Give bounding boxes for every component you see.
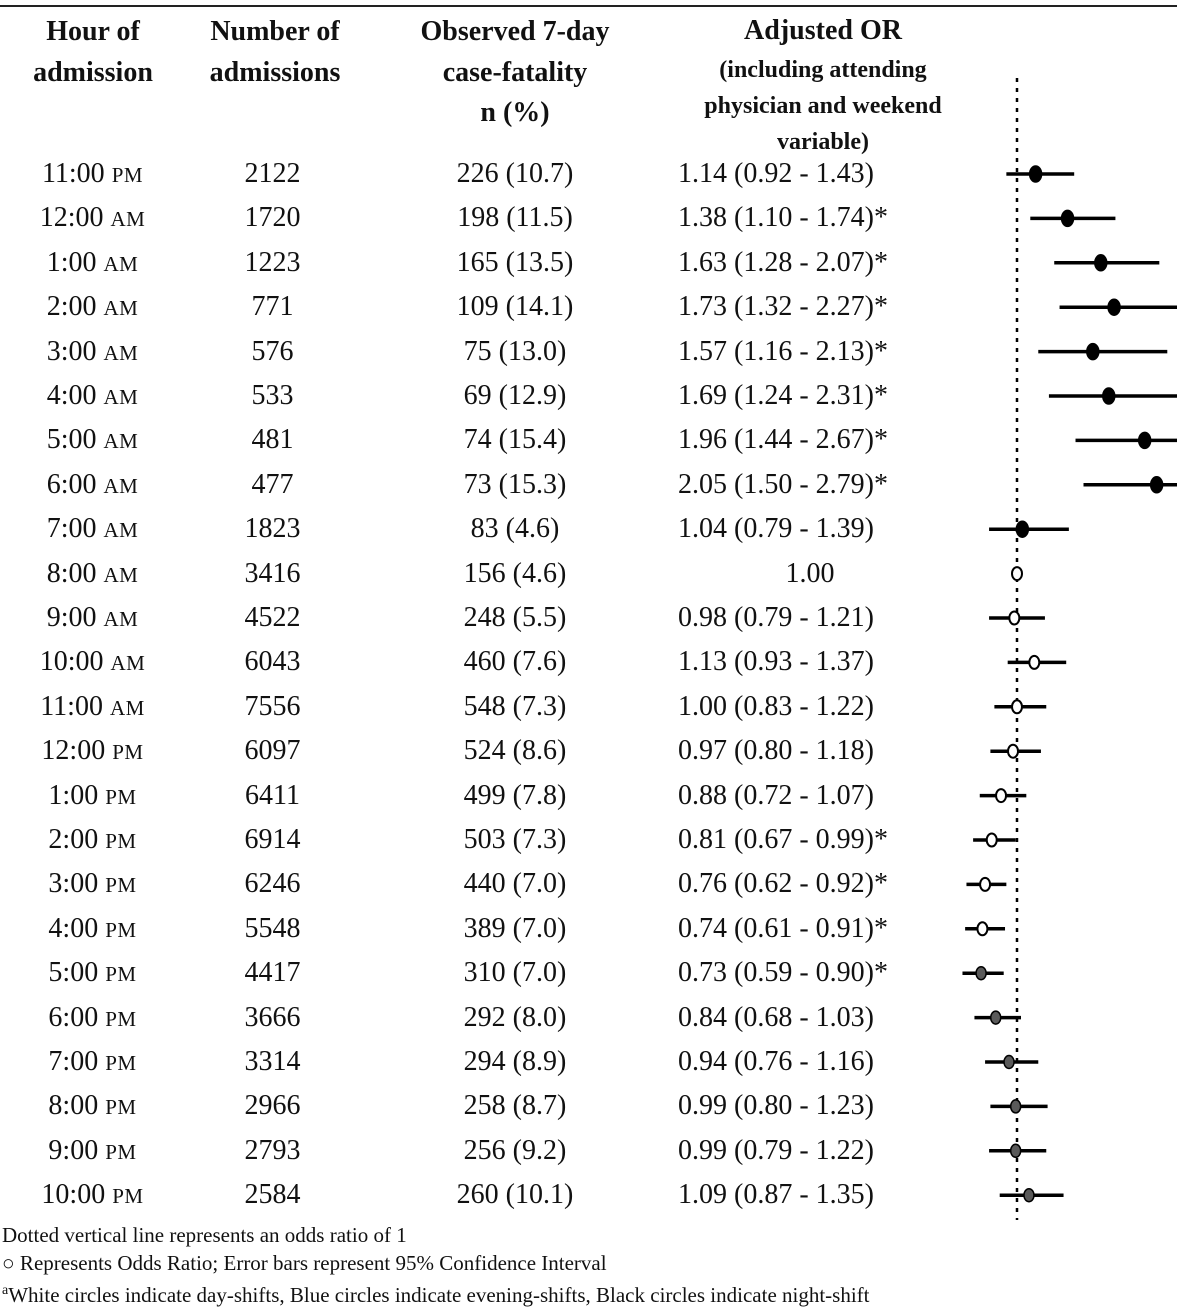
row-adjusted-or: 0.99 (0.79 - 1.22) [678,1134,874,1166]
row-case-fatality: 503 (7.3) [463,824,567,855]
row-hour-period: PM [105,1139,137,1164]
header-admissions-line2: admissions [209,56,341,88]
or-marker [1009,612,1019,625]
row-hour [0,1129,185,1173]
row-hour-time: 1:00 [46,246,97,278]
row-admissions: 2584 [244,1179,301,1211]
row-case-fatality: 73 (15.3) [463,468,567,500]
row-hour [0,418,185,462]
row-hour-time: 8:00 [48,1090,99,1122]
header-or-sub-line3: variable) [777,129,869,155]
row-admissions: 481 [251,424,294,456]
row-case-fatality: 74 (15.4) [463,424,567,456]
row-hour-period: PM [112,740,144,765]
row-adjusted-or: 1.73 (1.32 - 2.27)* [678,291,888,323]
row-hour [0,640,185,684]
row-hour-time: 6:00 [46,468,97,500]
row-hour [0,330,185,374]
row-adjusted-or: 1.38 (1.10 - 1.74)* [678,202,888,234]
or-marker [1030,166,1042,182]
row-hour [0,507,185,551]
row-case-fatality: 548 (7.3) [463,690,567,722]
row-hour [0,951,185,995]
row-hour-time: 9:00 [48,1134,99,1166]
or-marker [1139,432,1151,448]
row-admissions: 1223 [244,246,301,278]
row-adjusted-or: 0.98 (0.79 - 1.21) [678,602,874,633]
row-hour [0,463,185,507]
row-hour-period: AM [103,607,139,631]
row-case-fatality: 294 (8.9) [463,1046,567,1077]
row-case-fatality: 156 (4.6) [463,557,567,589]
row-adjusted-or: 0.97 (0.80 - 1.18) [678,735,874,767]
row-hour-time: 4:00 [48,912,99,944]
footnote-reference-line [2,1222,407,1248]
row-case-fatality: 292 (8.0) [463,1001,567,1033]
row-admissions: 6246 [244,868,301,900]
row-hour-time: 5:00 [48,957,99,989]
row-admissions: 7556 [244,690,301,722]
row-case-fatality: 499 (7.8) [463,779,567,811]
row-case-fatality: 248 (5.5) [463,602,567,633]
or-marker [1095,255,1107,271]
row-hour-time: 2:00 [48,824,99,855]
or-marker [1012,700,1022,713]
row-admissions: 4417 [244,957,301,989]
row-hour [0,862,185,906]
row-hour-period: PM [111,163,144,187]
forest-plot [960,0,1177,1313]
row-hour-time: 7:00 [46,513,97,545]
row-hour-time: 12:00 [41,735,106,767]
or-marker [980,878,990,891]
header-fatality-line3: n (%) [480,97,550,129]
row-hour-period: AM [103,251,139,276]
or-marker [1029,656,1039,669]
or-marker [987,834,997,847]
header-admissions-line1: Number of [210,16,340,47]
row-hour-period: PM [105,829,137,853]
row-hour [0,152,185,196]
row-adjusted-or: 0.74 (0.61 - 0.91)* [678,912,888,944]
row-admissions: 3314 [244,1046,301,1077]
row-admissions: 1823 [244,513,301,545]
row-case-fatality: 226 (10.7) [456,158,574,189]
row-hour [0,1040,185,1084]
or-marker [996,789,1006,802]
header-fatality-line2: case-fatality [442,56,588,88]
row-hour [0,285,185,329]
or-marker [1011,1100,1021,1113]
or-marker [1008,745,1018,758]
row-hour [0,552,185,596]
row-case-fatality: 389 (7.0) [463,912,567,944]
row-hour [0,374,185,418]
row-hour-time: 10:00 [39,646,104,678]
row-adjusted-or: 0.76 (0.62 - 0.92)* [678,868,888,900]
row-adjusted-or: 1.04 (0.79 - 1.39) [678,513,874,545]
row-admissions: 576 [251,335,294,367]
row-case-fatality: 460 (7.6) [463,646,567,678]
row-admissions: 3416 [244,557,301,589]
or-marker [1012,567,1022,580]
or-marker [1087,344,1099,360]
footnote-marker [2,1250,607,1276]
row-case-fatality: 109 (14.1) [456,291,574,323]
row-admissions: 771 [251,291,294,323]
header-or-sub-line1: (including attending [719,57,927,83]
row-hour [0,774,185,818]
or-marker [991,1011,1001,1024]
row-hour [0,729,185,773]
row-case-fatality: 198 (11.5) [457,202,573,234]
row-case-fatality: 524 (8.6) [463,735,567,767]
row-admissions: 5548 [244,912,301,944]
row-hour-period: AM [110,651,146,676]
row-hour [0,1084,185,1128]
row-adjusted-or: 1.69 (1.24 - 2.31)* [678,380,888,411]
row-adjusted-or: 0.88 (0.72 - 1.07) [678,779,874,811]
or-marker [1062,210,1074,226]
row-hour-time: 8:00 [46,557,97,589]
header-fatality-line1: Observed 7-day [420,16,610,47]
or-marker [1108,299,1120,315]
row-admissions: 477 [251,468,294,500]
row-hour [0,685,185,729]
row-hour-period: AM [103,340,139,365]
row-hour-period: PM [105,784,137,809]
or-marker [1024,1189,1034,1202]
row-hour-time: 3:00 [48,868,99,900]
row-case-fatality: 258 (8.7) [463,1090,567,1122]
row-hour-time: 10:00 [41,1179,106,1211]
row-hour [0,196,185,240]
row-admissions: 6914 [244,824,301,855]
row-hour-period: PM [105,962,137,987]
or-marker [1004,1056,1014,1069]
row-case-fatality: 256 (9.2) [463,1134,567,1166]
footnote-2-text: ○ Represents Odds Ratio; Error bars represent 95% Confidence Interval [2,1251,607,1275]
row-admissions: 6043 [244,646,301,678]
row-hour [0,1173,185,1217]
row-hour-time: 5:00 [46,424,97,456]
row-hour-time: 12:00 [39,202,104,234]
footnote-3-text: White circles indicate day-shifts, Blue circles indicate evening-shifts, Black circles indicate night-shift [8,1283,870,1307]
row-adjusted-or: 0.81 (0.67 - 0.99)* [678,824,888,855]
row-adjusted-or: 1.63 (1.28 - 2.07)* [678,246,888,278]
header-or-sub-line2: physician and weekend [704,93,942,119]
row-adjusted-or: 0.84 (0.68 - 1.03) [678,1001,874,1033]
row-hour-time: 9:00 [46,602,97,633]
row-adjusted-or: 1.00 [785,557,835,589]
row-adjusted-or: 1.09 (0.87 - 1.35) [678,1179,874,1211]
row-hour [0,241,185,285]
or-marker [1151,477,1163,493]
row-hour-time: 7:00 [48,1046,99,1077]
row-hour-period: PM [112,1184,144,1209]
row-hour-period: PM [105,1006,137,1031]
or-marker [977,922,987,935]
row-hour-period: AM [103,518,139,543]
row-hour [0,818,185,862]
row-hour-time: 11:00 [40,690,103,722]
row-admissions: 4522 [244,602,301,633]
row-case-fatality: 260 (10.1) [456,1179,574,1211]
row-hour-period: AM [103,562,139,587]
row-case-fatality: 310 (7.0) [463,957,567,989]
row-adjusted-or: 1.96 (1.44 - 2.67)* [678,424,888,456]
footnote-1-text: Dotted vertical line represents an odds ratio of 1 [2,1223,407,1247]
or-marker [1016,521,1028,537]
or-marker [1103,388,1115,404]
row-hour-period: AM [103,429,139,454]
row-hour-period: PM [105,1095,137,1120]
row-hour [0,596,185,640]
row-hour-time: 11:00 [41,158,105,189]
row-case-fatality: 75 (13.0) [463,335,567,367]
row-admissions: 2793 [244,1134,301,1166]
row-admissions: 3666 [244,1001,301,1033]
row-hour-period: AM [103,473,139,498]
header-hour-line1: Hour of [46,16,140,47]
row-adjusted-or: 2.05 (1.50 - 2.79)* [678,468,888,500]
header-hour-line2: admission [33,56,153,88]
row-hour-period: PM [105,1051,137,1075]
row-hour-time: 3:00 [46,335,97,367]
row-hour [0,996,185,1040]
or-marker [976,967,986,980]
row-hour-period: AM [103,385,139,409]
footnote-colors [2,1278,870,1308]
row-admissions: 6411 [245,779,300,811]
row-case-fatality: 165 (13.5) [456,246,574,278]
row-adjusted-or: 1.00 (0.83 - 1.22) [678,690,874,722]
row-hour-period: AM [103,296,139,321]
header-or-title: Adjusted OR [744,15,902,46]
row-case-fatality: 440 (7.0) [463,868,567,900]
row-hour-period: PM [105,917,137,942]
row-hour-period: AM [110,207,146,232]
row-adjusted-or: 0.94 (0.76 - 1.16) [678,1046,874,1077]
row-admissions: 2966 [244,1090,301,1122]
row-hour-time: 1:00 [48,779,99,811]
row-adjusted-or: 1.57 (1.16 - 2.13)* [678,335,888,367]
row-hour-period: AM [109,695,145,720]
row-hour-period: PM [105,873,137,898]
row-adjusted-or: 0.99 (0.80 - 1.23) [678,1090,874,1122]
row-admissions: 533 [251,380,294,411]
row-case-fatality: 83 (4.6) [470,513,560,545]
or-marker [1011,1144,1021,1157]
row-hour-time: 2:00 [46,291,97,323]
row-case-fatality: 69 (12.9) [463,380,567,411]
row-admissions: 6097 [244,735,301,767]
footnote-superscript: a [2,1283,9,1298]
row-adjusted-or: 1.14 (0.92 - 1.43) [678,158,874,189]
row-hour-time: 6:00 [48,1001,99,1033]
row-admissions: 2122 [244,158,301,189]
row-admissions: 1720 [244,202,301,234]
row-hour [0,907,185,951]
row-adjusted-or: 1.13 (0.93 - 1.37) [678,646,874,678]
row-adjusted-or: 0.73 (0.59 - 0.90)* [678,957,888,989]
row-hour-time: 4:00 [46,380,97,411]
